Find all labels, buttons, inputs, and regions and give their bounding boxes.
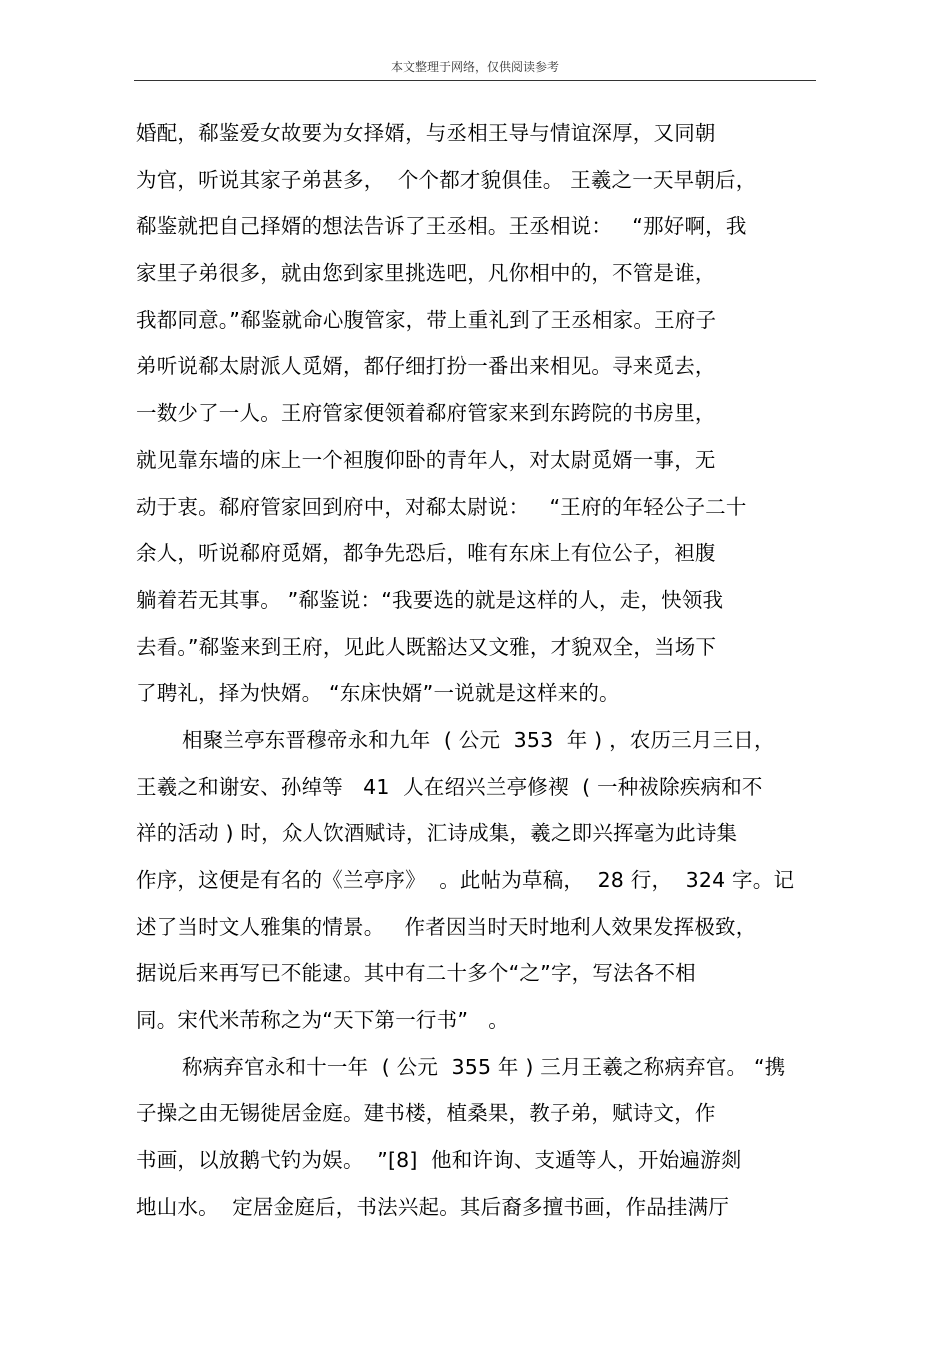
text-line: 相聚兰亭东晋穆帝永和九年 ( 公元 353 年 ) ，农历三月三日， xyxy=(182,727,775,752)
text-line: 我都同意。”郗鉴就命心腹管家，带上重礼到了王丞相家。王府子 xyxy=(136,307,717,332)
text-line: 据说后来再写已不能逮。其中有二十多个“之”字，写法各不相 xyxy=(136,961,696,986)
header-divider xyxy=(134,80,816,81)
text-line: 一数少了一人。王府管家便领着郗府管家来到东跨院的书房里， xyxy=(136,401,716,426)
text-line: 去看。”郗鉴来到王府，见此人既豁达又文雅，才貌双全，当场下 xyxy=(136,634,717,659)
text-line: 躺着若无其事。 ”郗鉴说：“我要选的就是这样的人，走，快领我 xyxy=(136,587,724,612)
text-line: 作序，这便是有名的《兰亭序》 。此帖为草稿， 28 行， 324 字。记 xyxy=(136,868,795,892)
document-body xyxy=(136,110,826,1231)
paragraph xyxy=(136,717,826,1044)
text-line: 家里子弟很多，就由您到家里挑选吧，凡你相中的，不管是谁， xyxy=(136,261,716,286)
text-line: 称病弃官永和十一年 ( 公元 355 年 ) 三月王羲之称病弃官。 “携 xyxy=(182,1054,786,1079)
text-line: 祥的活动 ) 时，众人饮酒赋诗，汇诗成集，羲之即兴挥毫为此诗集 xyxy=(136,821,738,846)
text-line: 余人，听说郗府觅婿，都争先恐后，唯有东床上有位公子，袒腹 xyxy=(136,541,716,566)
text-line: 弟听说郗太尉派人觅婿，都仔细打扮一番出来相见。寻来觅去， xyxy=(136,354,716,379)
text-line: 婚配，郗鉴爱女故要为女择婿，与丞相王导与情谊深厚，又同朝 xyxy=(136,121,716,145)
page-header: 本文整理于网络，仅供阅读参考 xyxy=(390,60,559,74)
text-line: 子操之由无锡徙居金庭。建书楼，植桑果，教子弟，赋诗文，作 xyxy=(136,1101,716,1126)
text-line: 动于衷。郗府管家回到府中，对郗太尉说： “王府的年轻公子二十 xyxy=(136,494,747,519)
paragraph xyxy=(136,1044,826,1231)
text-line: 地山水。 定居金庭后，书法兴起。其后裔多擅书画，作品挂满厅 xyxy=(136,1194,730,1219)
text-line: 述了当时文人雅集的情景。 作者因当时天时地利人效果发挥极致， xyxy=(136,914,757,939)
text-line: 王羲之和谢安、孙绰等 41 人在绍兴兰亭修禊 ( 一种祓除疾病和不 xyxy=(136,774,763,799)
text-line: 了聘礼，择为快婿。 “东床快婿”一说就是这样来的。 xyxy=(136,681,620,706)
paragraph xyxy=(136,110,826,717)
text-line: 为官，听说其家子弟甚多， 个个都才貌俱佳。 王羲之一天早朝后， xyxy=(136,167,757,192)
text-line: 同。宋代米芾称之为“天下第一行书” 。 xyxy=(136,1008,509,1033)
text-line: 书画，以放鹅弋钓为娱。 ”[8] 他和许询、支遁等人，开始遍游剡 xyxy=(136,1148,742,1173)
text-line: 就见靠东墙的床上一个袒腹仰卧的青年人，对太尉觅婿一事，无 xyxy=(136,447,716,472)
text-line: 郗鉴就把自己择婿的想法告诉了王丞相。王丞相说： “那好啊，我 xyxy=(136,214,747,239)
